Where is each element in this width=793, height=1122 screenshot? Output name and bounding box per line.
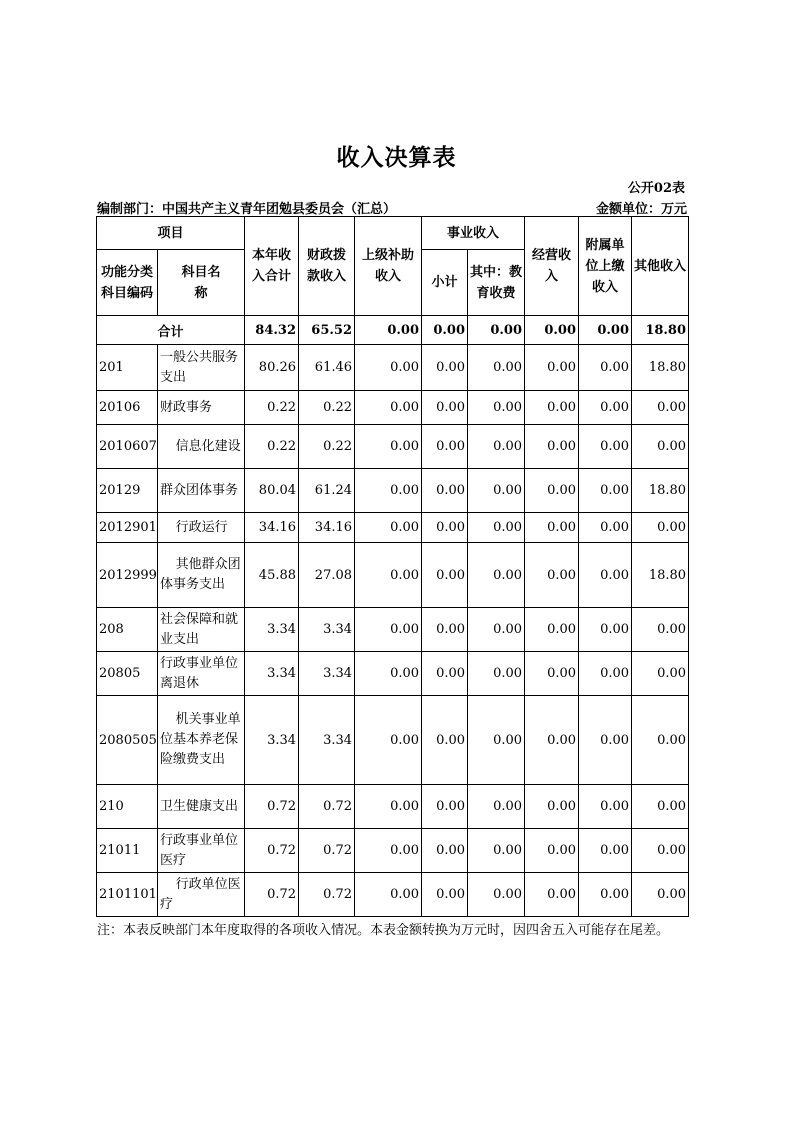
row-value: 0.00	[468, 425, 525, 469]
row-value: 0.00	[579, 513, 632, 543]
total-value: 0.00	[422, 316, 468, 345]
row-value: 0.00	[632, 829, 689, 873]
row-value: 0.00	[632, 425, 689, 469]
row-value: 0.72	[299, 785, 355, 829]
row-value: 27.08	[299, 543, 355, 608]
row-value: 3.34	[245, 608, 299, 652]
row-value: 3.34	[245, 696, 299, 785]
row-value: 0.00	[632, 608, 689, 652]
row-value: 0.00	[355, 425, 422, 469]
table-row	[97, 391, 689, 425]
header-business: 事业收入	[422, 217, 525, 250]
row-value: 0.00	[468, 652, 525, 696]
table-row	[97, 829, 689, 873]
row-value: 0.00	[525, 873, 579, 917]
row-value: 61.46	[299, 345, 355, 391]
total-row	[97, 316, 689, 345]
row-value: 0.00	[422, 829, 468, 873]
department-label: 编制部门：中国共产主义青年团勉县委员会（汇总）	[97, 202, 397, 217]
row-value: 0.00	[355, 652, 422, 696]
header-superior: 上级补助收入	[355, 217, 422, 316]
row-name: 行政事业单位医疗	[158, 829, 245, 873]
total-value: 0.00	[468, 316, 525, 345]
table-number: 公开02表	[627, 181, 685, 196]
row-name: 行政运行	[158, 513, 245, 543]
row-value: 0.00	[355, 608, 422, 652]
row-value: 0.00	[422, 652, 468, 696]
header-func-code: 功能分类科目编码	[97, 250, 158, 316]
row-code: 2010607	[97, 425, 158, 469]
row-value: 0.00	[422, 543, 468, 608]
row-value: 0.00	[632, 652, 689, 696]
row-value: 0.22	[245, 391, 299, 425]
row-value: 0.00	[525, 829, 579, 873]
row-value: 0.00	[579, 785, 632, 829]
row-value: 0.00	[579, 425, 632, 469]
row-value: 0.00	[579, 873, 632, 917]
row-value: 0.00	[355, 785, 422, 829]
table-row	[97, 345, 689, 391]
row-value: 0.00	[468, 391, 525, 425]
row-code: 2012999	[97, 543, 158, 608]
row-value: 0.00	[422, 873, 468, 917]
row-value: 0.00	[355, 345, 422, 391]
row-value: 0.00	[579, 829, 632, 873]
row-value: 0.00	[355, 829, 422, 873]
row-value: 0.00	[422, 391, 468, 425]
row-code: 20805	[97, 652, 158, 696]
row-value: 0.72	[299, 873, 355, 917]
row-value: 0.72	[245, 785, 299, 829]
total-value: 65.52	[299, 316, 355, 345]
row-value: 0.72	[245, 873, 299, 917]
row-code: 2101101	[97, 873, 158, 917]
row-code: 20106	[97, 391, 158, 425]
row-value: 0.72	[245, 829, 299, 873]
row-name: 卫生健康支出	[158, 785, 245, 829]
table-row	[97, 608, 689, 652]
row-value: 3.34	[299, 608, 355, 652]
row-value: 61.24	[299, 469, 355, 513]
row-value: 0.00	[525, 513, 579, 543]
row-code: 208	[97, 608, 158, 652]
row-code: 2080505	[97, 696, 158, 785]
row-value: 0.00	[422, 608, 468, 652]
row-value: 0.00	[468, 785, 525, 829]
row-code: 21011	[97, 829, 158, 873]
row-value: 0.00	[468, 696, 525, 785]
row-value: 34.16	[299, 513, 355, 543]
row-value: 3.34	[245, 652, 299, 696]
amount-unit-label: 金额单位：万元	[595, 202, 687, 217]
income-table	[96, 216, 689, 917]
row-value: 0.00	[468, 469, 525, 513]
row-value: 0.00	[525, 425, 579, 469]
row-name: 群众团体事务	[158, 469, 245, 513]
row-value: 0.00	[579, 652, 632, 696]
row-value: 0.00	[355, 873, 422, 917]
row-value: 3.34	[299, 652, 355, 696]
row-value: 18.80	[632, 469, 689, 513]
total-label: 合计	[97, 316, 245, 345]
row-value: 80.04	[245, 469, 299, 513]
row-value: 0.00	[579, 469, 632, 513]
table-row	[97, 785, 689, 829]
total-value: 0.00	[579, 316, 632, 345]
row-value: 0.00	[525, 696, 579, 785]
row-value: 0.00	[579, 543, 632, 608]
header-operating: 经营收入	[525, 217, 579, 316]
row-value: 0.00	[579, 391, 632, 425]
total-value: 18.80	[632, 316, 689, 345]
header-total: 本年收入合计	[245, 217, 299, 316]
row-value: 0.00	[579, 696, 632, 785]
total-value: 0.00	[355, 316, 422, 345]
table-row	[97, 425, 689, 469]
table-row	[97, 652, 689, 696]
row-value: 80.26	[245, 345, 299, 391]
row-name: 信息化建设	[158, 425, 245, 469]
table-row	[97, 469, 689, 513]
row-value: 0.00	[525, 652, 579, 696]
row-code: 210	[97, 785, 158, 829]
total-value: 84.32	[245, 316, 299, 345]
row-value: 0.00	[525, 345, 579, 391]
header-education: 其中：教育收费	[468, 250, 525, 316]
row-value: 0.00	[468, 513, 525, 543]
row-value: 0.00	[632, 785, 689, 829]
row-name: 财政事务	[158, 391, 245, 425]
row-value: 0.00	[422, 425, 468, 469]
table-row	[97, 873, 689, 917]
row-name: 一般公共服务支出	[158, 345, 245, 391]
row-value: 3.34	[299, 696, 355, 785]
row-value: 0.00	[422, 696, 468, 785]
row-value: 34.16	[245, 513, 299, 543]
header-affiliated: 附属单位上缴收入	[579, 217, 632, 316]
row-value: 0.00	[422, 345, 468, 391]
row-value: 0.00	[525, 543, 579, 608]
row-value: 0.00	[468, 829, 525, 873]
row-value: 0.00	[355, 469, 422, 513]
page-title: 收入决算表	[336, 144, 457, 171]
table-row	[97, 543, 689, 608]
header-subtotal: 小计	[422, 250, 468, 316]
row-value: 0.00	[579, 345, 632, 391]
row-value: 0.00	[525, 785, 579, 829]
row-name: 社会保障和就业支出	[158, 608, 245, 652]
row-value: 0.00	[632, 513, 689, 543]
row-code: 201	[97, 345, 158, 391]
row-value: 0.00	[525, 608, 579, 652]
row-value: 0.00	[468, 873, 525, 917]
row-value: 0.00	[355, 696, 422, 785]
row-value: 0.00	[632, 391, 689, 425]
row-code: 20129	[97, 469, 158, 513]
row-value: 0.00	[525, 469, 579, 513]
row-name: 机关事业单位基本养老保险缴费支出	[158, 696, 245, 785]
row-name: 行政单位医疗	[158, 873, 245, 917]
row-value: 0.00	[468, 608, 525, 652]
header-project: 项目	[97, 217, 245, 250]
header-other: 其他收入	[632, 217, 689, 316]
row-value: 45.88	[245, 543, 299, 608]
row-name: 行政事业单位离退休	[158, 652, 245, 696]
row-code: 2012901	[97, 513, 158, 543]
row-value: 0.00	[468, 543, 525, 608]
row-value: 0.22	[245, 425, 299, 469]
row-value: 0.00	[422, 785, 468, 829]
header-subject-name: 科目名称	[158, 250, 245, 316]
table-row	[97, 513, 689, 543]
row-value: 0.00	[525, 391, 579, 425]
row-value: 0.00	[422, 469, 468, 513]
row-value: 18.80	[632, 345, 689, 391]
row-value: 0.00	[579, 608, 632, 652]
header-fiscal: 财政拨款收入	[299, 217, 355, 316]
row-value: 0.00	[632, 696, 689, 785]
total-value: 0.00	[525, 316, 579, 345]
row-value: 0.72	[299, 829, 355, 873]
row-value: 0.00	[355, 513, 422, 543]
table-row	[97, 696, 689, 785]
footnote: 注：本表反映部门本年度取得的各项收入情况。本表金额转换为万元时，因四舍五入可能存在尾差。	[97, 923, 670, 938]
row-value: 0.00	[468, 345, 525, 391]
row-value: 0.22	[299, 425, 355, 469]
row-value: 0.22	[299, 391, 355, 425]
row-value: 18.80	[632, 543, 689, 608]
row-value: 0.00	[355, 543, 422, 608]
row-value: 0.00	[422, 513, 468, 543]
row-value: 0.00	[355, 391, 422, 425]
row-name: 其他群众团体事务支出	[158, 543, 245, 608]
row-value: 0.00	[632, 873, 689, 917]
